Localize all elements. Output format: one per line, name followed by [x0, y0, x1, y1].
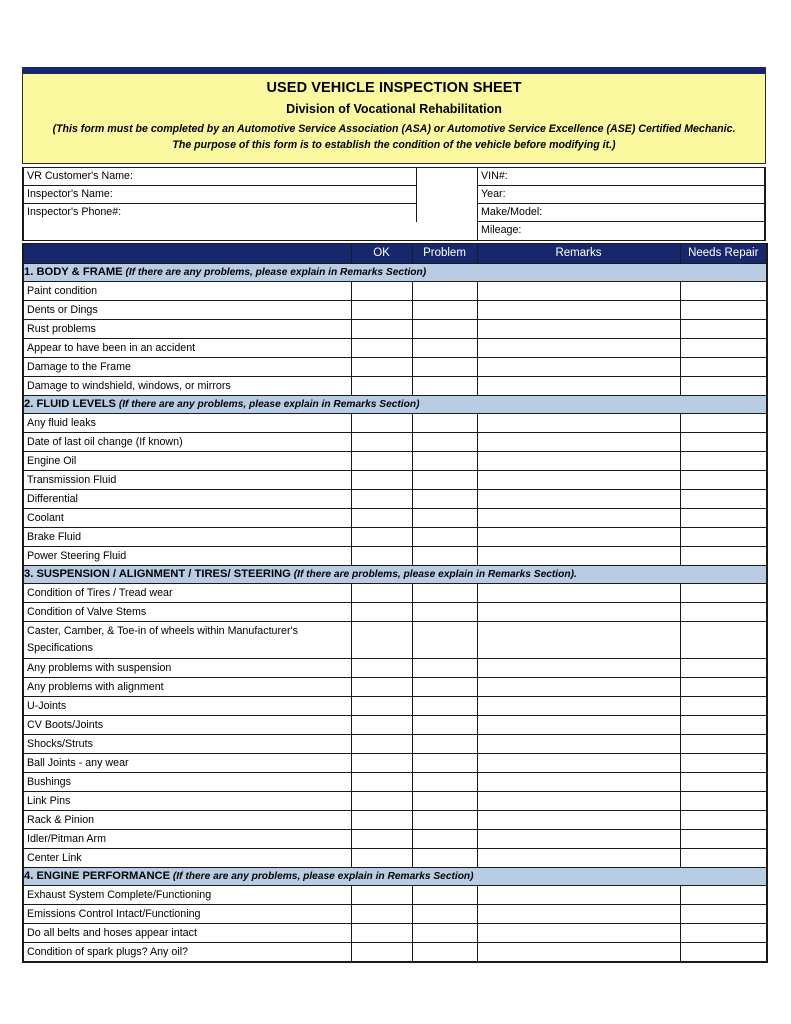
ok-checkbox-cell[interactable]	[351, 281, 412, 300]
problem-checkbox-cell[interactable]	[412, 432, 477, 451]
item-label: Power Steering Fluid	[23, 546, 351, 565]
info-spacer	[417, 204, 478, 222]
blank-field[interactable]	[24, 222, 478, 240]
ok-checkbox-cell[interactable]	[351, 357, 412, 376]
ok-checkbox-cell[interactable]	[351, 829, 412, 848]
ok-checkbox-cell[interactable]	[351, 432, 412, 451]
remarks-input-cell[interactable]	[477, 791, 680, 810]
inspection-item-row	[23, 904, 767, 923]
item-label: Caster, Camber, & Toe-in of wheels within Manufacturer's Specifications	[23, 621, 351, 658]
item-label: Rust problems	[23, 319, 351, 338]
section-note: (If there are any problems, please explain in Remarks Section)	[170, 871, 474, 883]
ok-checkbox-cell[interactable]	[351, 451, 412, 470]
section-header-cell	[23, 867, 767, 885]
problem-checkbox-cell[interactable]	[412, 885, 477, 904]
ok-checkbox-cell[interactable]	[351, 658, 412, 677]
remarks-input-cell[interactable]	[477, 451, 680, 470]
ok-checkbox-cell[interactable]	[351, 904, 412, 923]
inspection-item-row	[23, 602, 767, 621]
needs-repair-checkbox-cell[interactable]	[680, 546, 767, 565]
page-title: USED VEHICLE INSPECTION SHEET	[266, 80, 522, 96]
inspection-item-row	[23, 753, 767, 772]
section-note: (If there are problems, please explain in Remarks Section).	[290, 569, 577, 581]
ok-checkbox-cell[interactable]	[351, 791, 412, 810]
needs-repair-checkbox-cell[interactable]	[680, 281, 767, 300]
remarks-input-cell[interactable]	[477, 546, 680, 565]
needs-repair-checkbox-cell[interactable]	[680, 527, 767, 546]
needs-repair-checkbox-cell[interactable]	[680, 810, 767, 829]
info-row	[24, 222, 764, 240]
ok-checkbox-cell[interactable]	[351, 527, 412, 546]
item-label: Emissions Control Intact/Functioning	[23, 904, 351, 923]
inspection-item-row	[23, 300, 767, 319]
ok-checkbox-cell[interactable]	[351, 923, 412, 942]
remarks-input-cell[interactable]	[477, 753, 680, 772]
problem-checkbox-cell[interactable]	[412, 810, 477, 829]
inspection-item-row	[23, 432, 767, 451]
column-header-needs-repair: Needs Repair	[680, 243, 767, 263]
needs-repair-checkbox-cell[interactable]	[680, 715, 767, 734]
section-title: 1. BODY & FRAME	[24, 266, 123, 279]
inspection-item-row	[23, 715, 767, 734]
problem-checkbox-cell[interactable]	[412, 602, 477, 621]
remarks-input-cell[interactable]	[477, 923, 680, 942]
needs-repair-checkbox-cell[interactable]	[680, 791, 767, 810]
item-label: Link Pins	[23, 791, 351, 810]
item-label: Appear to have been in an accident	[23, 338, 351, 357]
remarks-input-cell[interactable]	[477, 904, 680, 923]
problem-checkbox-cell[interactable]	[412, 791, 477, 810]
ok-checkbox-cell[interactable]	[351, 338, 412, 357]
section-header-cell	[23, 565, 767, 583]
problem-checkbox-cell[interactable]	[412, 753, 477, 772]
column-header-row	[23, 243, 767, 263]
needs-repair-checkbox-cell[interactable]	[680, 470, 767, 489]
inspection-item-row	[23, 527, 767, 546]
item-label: Do all belts and hoses appear intact	[23, 923, 351, 942]
inspector-phone-field[interactable]: Inspector's Phone#:	[24, 204, 417, 222]
needs-repair-checkbox-cell[interactable]	[680, 753, 767, 772]
problem-checkbox-cell[interactable]	[412, 546, 477, 565]
ok-checkbox-cell[interactable]	[351, 602, 412, 621]
item-label: Any problems with alignment	[23, 677, 351, 696]
ok-checkbox-cell[interactable]	[351, 753, 412, 772]
remarks-input-cell[interactable]	[477, 489, 680, 508]
ok-checkbox-cell[interactable]	[351, 810, 412, 829]
section-header-cell	[23, 395, 767, 413]
inspection-item-row	[23, 696, 767, 715]
inspection-table	[22, 243, 768, 963]
needs-repair-checkbox-cell[interactable]	[680, 772, 767, 791]
section-header-row	[23, 867, 767, 885]
item-label: Damage to the Frame	[23, 357, 351, 376]
section-title: 3. SUSPENSION / ALIGNMENT / TIRES/ STEERING	[24, 568, 291, 581]
remarks-input-cell[interactable]	[477, 621, 680, 658]
needs-repair-checkbox-cell[interactable]	[680, 923, 767, 942]
inspection-item-row	[23, 829, 767, 848]
ok-checkbox-cell[interactable]	[351, 470, 412, 489]
info-row	[24, 204, 764, 222]
problem-checkbox-cell[interactable]	[412, 489, 477, 508]
inspection-item-row	[23, 319, 767, 338]
inspector-name-field[interactable]: Inspector's Name:	[24, 186, 417, 204]
remarks-input-cell[interactable]	[477, 658, 680, 677]
ok-checkbox-cell[interactable]	[351, 677, 412, 696]
problem-checkbox-cell[interactable]	[412, 470, 477, 489]
inspection-item-row	[23, 848, 767, 867]
needs-repair-checkbox-cell[interactable]	[680, 942, 767, 962]
needs-repair-checkbox-cell[interactable]	[680, 885, 767, 904]
problem-checkbox-cell[interactable]	[412, 829, 477, 848]
remarks-input-cell[interactable]	[477, 300, 680, 319]
item-label: Coolant	[23, 508, 351, 527]
section-title: 2. FLUID LEVELS	[24, 398, 116, 411]
inspection-item-row	[23, 810, 767, 829]
needs-repair-checkbox-cell[interactable]	[680, 508, 767, 527]
needs-repair-checkbox-cell[interactable]	[680, 300, 767, 319]
make-model-field[interactable]: Make/Model:	[478, 204, 764, 222]
item-label: Any fluid leaks	[23, 413, 351, 432]
ok-checkbox-cell[interactable]	[351, 734, 412, 753]
inspection-item-row	[23, 791, 767, 810]
column-header-problem: Problem	[412, 243, 477, 263]
remarks-input-cell[interactable]	[477, 942, 680, 962]
title-top-bar	[22, 67, 766, 74]
problem-checkbox-cell[interactable]	[412, 583, 477, 602]
info-spacer	[417, 168, 478, 186]
remarks-input-cell[interactable]	[477, 281, 680, 300]
remarks-input-cell[interactable]	[477, 734, 680, 753]
remarks-input-cell[interactable]	[477, 829, 680, 848]
needs-repair-checkbox-cell[interactable]	[680, 451, 767, 470]
item-label: Condition of Tires / Tread wear	[23, 583, 351, 602]
vin-field[interactable]: VIN#:	[478, 168, 764, 186]
inspection-item-row	[23, 451, 767, 470]
ok-checkbox-cell[interactable]	[351, 376, 412, 395]
column-header-remarks: Remarks	[477, 243, 680, 263]
problem-checkbox-cell[interactable]	[412, 696, 477, 715]
section-note: (If there are any problems, please explain in Remarks Section)	[122, 267, 427, 279]
needs-repair-checkbox-cell[interactable]	[680, 621, 767, 658]
ok-checkbox-cell[interactable]	[351, 319, 412, 338]
remarks-input-cell[interactable]	[477, 527, 680, 546]
problem-checkbox-cell[interactable]	[412, 904, 477, 923]
problem-checkbox-cell[interactable]	[412, 734, 477, 753]
info-row	[24, 186, 764, 204]
remarks-input-cell[interactable]	[477, 602, 680, 621]
inspection-item-row	[23, 470, 767, 489]
item-label: Shocks/Struts	[23, 734, 351, 753]
inspection-item-row	[23, 281, 767, 300]
mileage-field[interactable]: Mileage:	[478, 222, 764, 240]
inspection-item-row	[23, 923, 767, 942]
inspection-item-row	[23, 677, 767, 696]
inspection-item-row	[23, 376, 767, 395]
needs-repair-checkbox-cell[interactable]	[680, 734, 767, 753]
form-note-line-2: The purpose of this form is to establish the condition of the vehicle before modifying it.)	[172, 139, 616, 152]
problem-checkbox-cell[interactable]	[412, 923, 477, 942]
remarks-input-cell[interactable]	[477, 772, 680, 791]
problem-checkbox-cell[interactable]	[412, 300, 477, 319]
section-title: 4. ENGINE PERFORMANCE	[24, 870, 171, 883]
problem-checkbox-cell[interactable]	[412, 677, 477, 696]
inspection-item-row	[23, 772, 767, 791]
problem-checkbox-cell[interactable]	[412, 357, 477, 376]
needs-repair-checkbox-cell[interactable]	[680, 432, 767, 451]
customer-name-field[interactable]: VR Customer's Name:	[24, 168, 417, 186]
needs-repair-checkbox-cell[interactable]	[680, 376, 767, 395]
remarks-input-cell[interactable]	[477, 810, 680, 829]
inspection-item-row	[23, 357, 767, 376]
ok-checkbox-cell[interactable]	[351, 621, 412, 658]
needs-repair-checkbox-cell[interactable]	[680, 829, 767, 848]
page-subtitle: Division of Vocational Rehabilitation	[286, 102, 502, 116]
remarks-input-cell[interactable]	[477, 376, 680, 395]
ok-checkbox-cell[interactable]	[351, 772, 412, 791]
needs-repair-checkbox-cell[interactable]	[680, 904, 767, 923]
item-label: Exhaust System Complete/Functioning	[23, 885, 351, 904]
section-header-row	[23, 395, 767, 413]
problem-checkbox-cell[interactable]	[412, 621, 477, 658]
inspection-item-row	[23, 621, 767, 658]
ok-checkbox-cell[interactable]	[351, 848, 412, 867]
item-label: Ball Joints - any wear	[23, 753, 351, 772]
inspection-item-row	[23, 338, 767, 357]
needs-repair-checkbox-cell[interactable]	[680, 489, 767, 508]
item-label: Brake Fluid	[23, 527, 351, 546]
problem-checkbox-cell[interactable]	[412, 772, 477, 791]
needs-repair-checkbox-cell[interactable]	[680, 696, 767, 715]
remarks-input-cell[interactable]	[477, 885, 680, 904]
item-label: Bushings	[23, 772, 351, 791]
ok-checkbox-cell[interactable]	[351, 885, 412, 904]
remarks-input-cell[interactable]	[477, 432, 680, 451]
section-note: (If there are any problems, please explain in Remarks Section)	[116, 399, 420, 411]
title-block	[22, 74, 766, 164]
section-header-cell	[23, 263, 767, 281]
remarks-input-cell[interactable]	[477, 677, 680, 696]
needs-repair-checkbox-cell[interactable]	[680, 583, 767, 602]
remarks-input-cell[interactable]	[477, 357, 680, 376]
remarks-input-cell[interactable]	[477, 413, 680, 432]
problem-checkbox-cell[interactable]	[412, 942, 477, 962]
ok-checkbox-cell[interactable]	[351, 942, 412, 962]
item-label: Damage to windshield, windows, or mirrors	[23, 376, 351, 395]
needs-repair-checkbox-cell[interactable]	[680, 848, 767, 867]
needs-repair-checkbox-cell[interactable]	[680, 602, 767, 621]
item-label: Idler/Pitman Arm	[23, 829, 351, 848]
item-label: Any problems with suspension	[23, 658, 351, 677]
info-row	[24, 168, 764, 186]
needs-repair-checkbox-cell[interactable]	[680, 677, 767, 696]
info-spacer	[417, 186, 478, 204]
problem-checkbox-cell[interactable]	[412, 527, 477, 546]
needs-repair-checkbox-cell[interactable]	[680, 413, 767, 432]
item-label: Engine Oil	[23, 451, 351, 470]
remarks-input-cell[interactable]	[477, 470, 680, 489]
inspection-item-row	[23, 583, 767, 602]
remarks-input-cell[interactable]	[477, 696, 680, 715]
item-label: Dents or Dings	[23, 300, 351, 319]
item-label: Differential	[23, 489, 351, 508]
ok-checkbox-cell[interactable]	[351, 546, 412, 565]
form-note-line-1: (This form must be completed by an Automotive Service Association (ASA) or Automotive Service Excellence (ASE) Certified Mechanic.	[52, 123, 736, 135]
item-label: CV Boots/Joints	[23, 715, 351, 734]
inspection-item-row	[23, 942, 767, 962]
inspection-item-row	[23, 508, 767, 527]
year-field[interactable]: Year:	[478, 186, 764, 204]
problem-checkbox-cell[interactable]	[412, 413, 477, 432]
problem-checkbox-cell[interactable]	[412, 281, 477, 300]
section-header-row	[23, 565, 767, 583]
problem-checkbox-cell[interactable]	[412, 338, 477, 357]
ok-checkbox-cell[interactable]	[351, 696, 412, 715]
section-header-row	[23, 263, 767, 281]
remarks-input-cell[interactable]	[477, 848, 680, 867]
problem-checkbox-cell[interactable]	[412, 319, 477, 338]
ok-checkbox-cell[interactable]	[351, 300, 412, 319]
item-label: U-Joints	[23, 696, 351, 715]
item-label: Date of last oil change (If known)	[23, 432, 351, 451]
column-header-ok: OK	[351, 243, 412, 263]
inspection-item-row	[23, 546, 767, 565]
problem-checkbox-cell[interactable]	[412, 658, 477, 677]
inspection-item-row	[23, 489, 767, 508]
ok-checkbox-cell[interactable]	[351, 413, 412, 432]
problem-checkbox-cell[interactable]	[412, 376, 477, 395]
remarks-input-cell[interactable]	[477, 715, 680, 734]
item-label: Condition of Valve Stems	[23, 602, 351, 621]
remarks-input-cell[interactable]	[477, 583, 680, 602]
inspection-sheet	[22, 67, 766, 963]
item-label: Center Link	[23, 848, 351, 867]
inspection-item-row	[23, 413, 767, 432]
item-label: Transmission Fluid	[23, 470, 351, 489]
problem-checkbox-cell[interactable]	[412, 715, 477, 734]
column-header-spacer	[23, 243, 351, 263]
ok-checkbox-cell[interactable]	[351, 715, 412, 734]
item-label: Rack & Pinion	[23, 810, 351, 829]
ok-checkbox-cell[interactable]	[351, 508, 412, 527]
inspection-item-row	[23, 885, 767, 904]
needs-repair-checkbox-cell[interactable]	[680, 319, 767, 338]
remarks-input-cell[interactable]	[477, 338, 680, 357]
remarks-input-cell[interactable]	[477, 319, 680, 338]
problem-checkbox-cell[interactable]	[412, 508, 477, 527]
needs-repair-checkbox-cell[interactable]	[680, 658, 767, 677]
item-label: Condition of spark plugs? Any oil?	[23, 942, 351, 962]
ok-checkbox-cell[interactable]	[351, 583, 412, 602]
problem-checkbox-cell[interactable]	[412, 451, 477, 470]
remarks-input-cell[interactable]	[477, 508, 680, 527]
needs-repair-checkbox-cell[interactable]	[680, 357, 767, 376]
needs-repair-checkbox-cell[interactable]	[680, 338, 767, 357]
inspection-item-row	[23, 734, 767, 753]
ok-checkbox-cell[interactable]	[351, 489, 412, 508]
problem-checkbox-cell[interactable]	[412, 848, 477, 867]
item-label: Paint condition	[23, 281, 351, 300]
vehicle-info-block	[22, 167, 766, 241]
inspection-item-row	[23, 658, 767, 677]
